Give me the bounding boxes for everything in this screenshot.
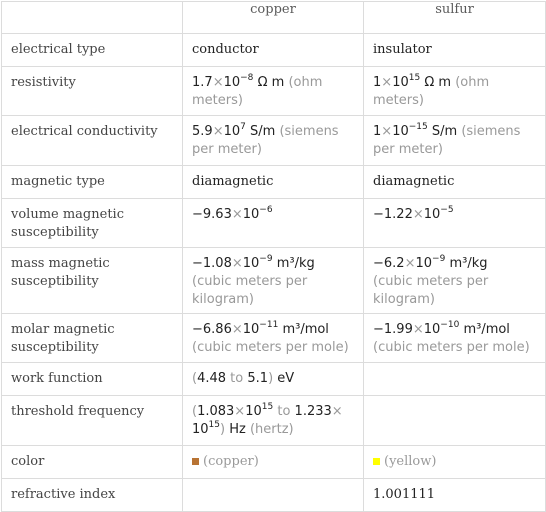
table-row: [2, 396, 546, 446]
sulfur-value: $1\times 10^{15}$ Ω m (ohm meters): [364, 67, 546, 116]
sulfur-value: 1.001111: [364, 479, 546, 512]
copper-value: $-1.08\times 10^{-9}$ m³/kg (cubic meters per kilogram): [183, 248, 364, 314]
sulfur-value: $-6.2\times 10^{-9}$ m³/kg (cubic meters per kilogram): [364, 248, 546, 314]
sulfur-value: [364, 363, 546, 396]
header-copper: copper: [183, 2, 364, 34]
copper-value: $-9.63\times 10^{-6}$: [183, 199, 364, 248]
row-label: color: [2, 446, 183, 479]
sulfur-value: (yellow): [364, 446, 546, 479]
sulfur-value: $-1.22\times 10^{-5}$: [364, 199, 546, 248]
comparison-table: [1, 1, 546, 512]
sulfur-value: insulator: [364, 34, 546, 67]
color-swatch: [373, 458, 380, 465]
table-row: [2, 363, 546, 396]
sulfur-value: [364, 396, 546, 446]
table-row: [2, 479, 546, 512]
table-row: [2, 314, 546, 363]
row-label: volume magnetic susceptibility: [2, 199, 183, 248]
row-label: magnetic type: [2, 166, 183, 199]
copper-value: $5.9\times 10^7$ S/m (siemens per meter): [183, 116, 364, 166]
color-swatch: [192, 458, 199, 465]
table-row: [2, 116, 546, 166]
row-label: electrical conductivity: [2, 116, 183, 166]
table-row: [2, 248, 546, 314]
row-label: work function: [2, 363, 183, 396]
copper-value: conductor: [183, 34, 364, 67]
table-row: [2, 446, 546, 479]
copper-value: [183, 479, 364, 512]
row-label: threshold frequency: [2, 396, 183, 446]
row-label: resistivity: [2, 67, 183, 116]
sulfur-value: $-1.99\times 10^{-10}$ m³/mol (cubic meters per mole): [364, 314, 546, 363]
table-row: [2, 199, 546, 248]
table-row: [2, 166, 546, 199]
copper-value: ($1.083\times 10^{15}$ to 1.233× $10^{15}$) Hz (hertz): [183, 396, 364, 446]
sulfur-value: $1\times 10^{-15}$ S/m (siemens per meter): [364, 116, 546, 166]
copper-value: $-6.86\times 10^{-11}$ m³/mol (cubic meters per mole): [183, 314, 364, 363]
header-sulfur: sulfur: [364, 2, 546, 34]
row-label: electrical type: [2, 34, 183, 67]
copper-value: (copper): [183, 446, 364, 479]
header-empty-cell: [2, 2, 183, 34]
table-row: [2, 34, 546, 67]
row-label: molar magnetic susceptibility: [2, 314, 183, 363]
table-row: [2, 67, 546, 116]
copper-value: (4.48 to 5.1) eV: [183, 363, 364, 396]
sulfur-value: diamagnetic: [364, 166, 546, 199]
copper-value: diamagnetic: [183, 166, 364, 199]
row-label: refractive index: [2, 479, 183, 512]
copper-value: $1.7\times 10^{-8}$ Ω m (ohm meters): [183, 67, 364, 116]
row-label: mass magnetic susceptibility: [2, 248, 183, 314]
header-row: [2, 2, 546, 34]
